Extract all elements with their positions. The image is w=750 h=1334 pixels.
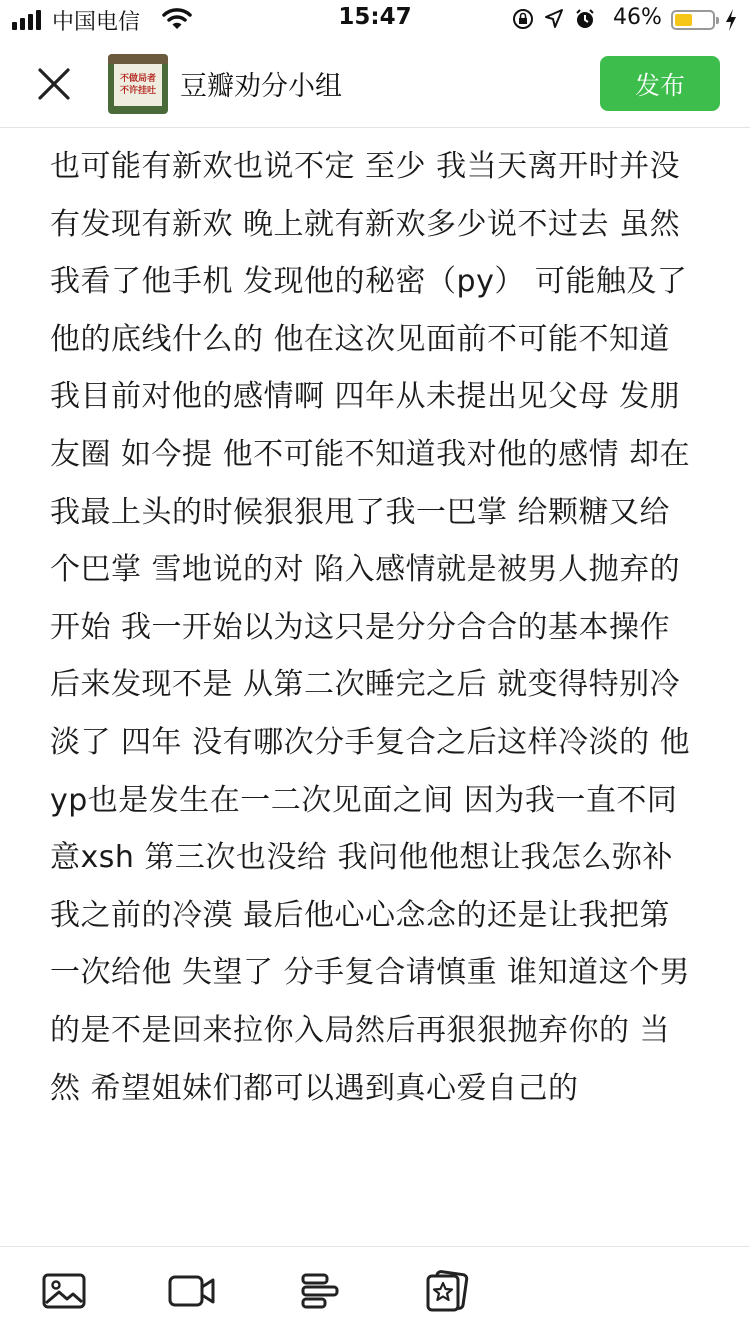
text-format-button[interactable] xyxy=(296,1267,344,1315)
status-bar xyxy=(0,0,750,40)
sticker-icon xyxy=(425,1270,471,1312)
publish-button[interactable]: 发布 xyxy=(600,56,720,111)
battery-icon xyxy=(671,10,715,30)
orientation-lock-icon xyxy=(512,8,534,30)
group-avatar: 不做局者 不许挂吐 xyxy=(108,54,168,114)
insert-sticker-button[interactable] xyxy=(424,1267,472,1315)
insert-video-button[interactable] xyxy=(168,1267,216,1315)
location-arrow-icon xyxy=(544,8,564,30)
top-navigation-bar xyxy=(0,40,750,128)
alarm-icon xyxy=(574,8,596,30)
battery-percentage: 46% xyxy=(613,5,662,30)
group-name: 豆瓣劝分小组 xyxy=(180,71,342,102)
carrier-name: 中国电信 xyxy=(52,10,141,35)
close-button[interactable] xyxy=(28,60,80,108)
insert-image-button[interactable] xyxy=(40,1267,88,1315)
video-icon xyxy=(168,1274,216,1308)
close-icon xyxy=(37,67,71,101)
clock-time: 15:47 xyxy=(338,4,412,30)
align-text-icon xyxy=(299,1272,341,1310)
post-body-text[interactable]: 也可能有新欢也说不定 至少 我当天离开时并没有发现有新欢 晚上就有新欢多少说不过去 虽然我看了他手机 发现他的秘密（py） 可能触及了他的底线什么的 他在这次见面前不可能不知道我目前对他的感情啊 四年从未提出见父母 发朋友圈 如今提 他不可能不知道我对他的感情 却在我最上头的时候狠狠甩了我一巴掌 给颗糖又给个巴掌 雪地说的对 陷入感情就是被男人抛弃的开始 我一开始以为这只是分分合合的基本操作 后来发现不是 从第二次睡完之后 就变得特别冷淡了 四年 没有哪次分手复合之后这样冷淡的 他yp也是发生在一二次见面之间 因为我一直不同意xsh 第三次也没给 我问他他想让我怎么弥补我之前的冷漠 最后他心心念念的还是让我把第一次给他 失望了 分手复合请慎重 谁知道这个男的是不是回来拉你入局然后再狠狠抛弃你的 当然 希望姐妹们都可以遇到真心爱自己的 xyxy=(50,149,691,1106)
charging-bolt-icon xyxy=(724,8,738,32)
image-icon xyxy=(42,1273,86,1309)
compose-toolbar xyxy=(0,1246,750,1334)
